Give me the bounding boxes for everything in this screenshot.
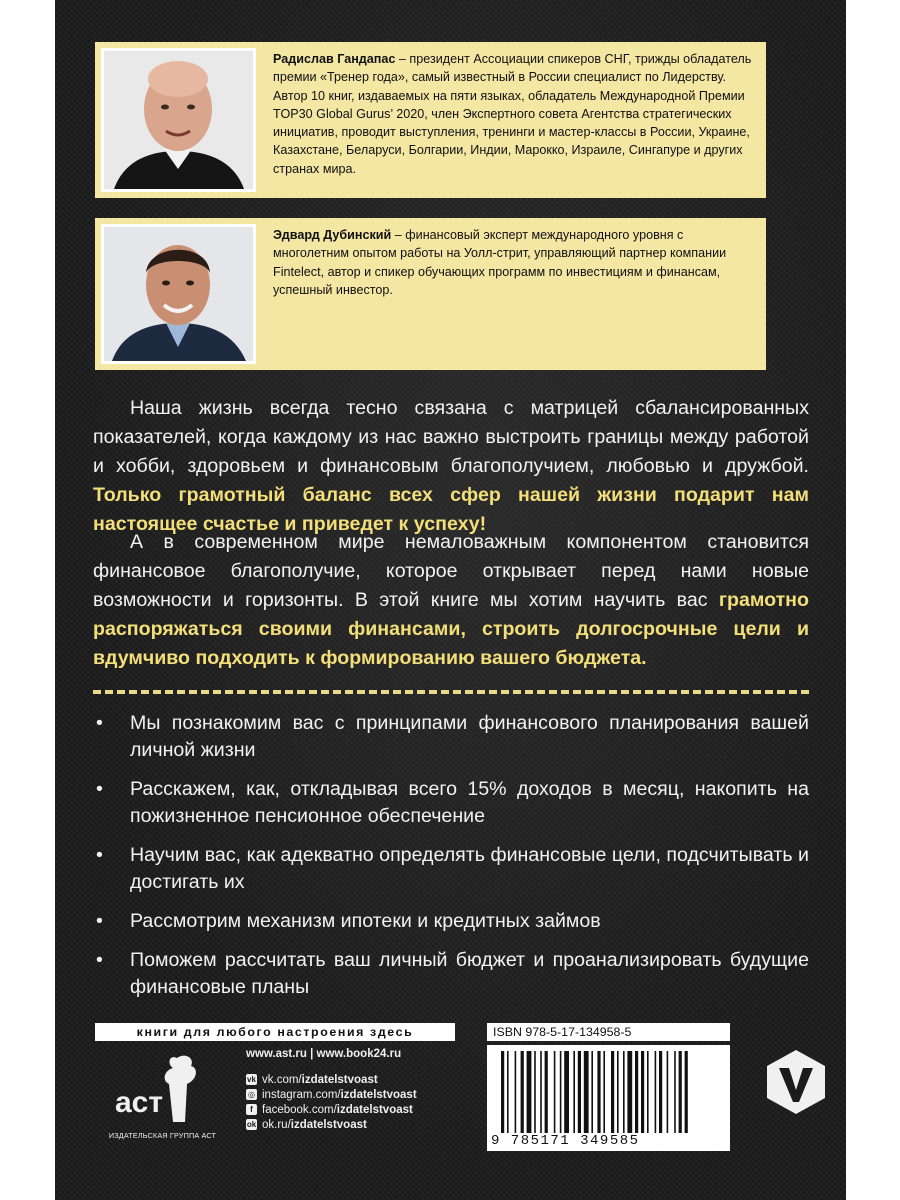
intro-paragraph-1 [93, 394, 809, 539]
bullet-icon: • [96, 910, 103, 932]
list-item [93, 947, 809, 1001]
barcode-bar [641, 1051, 644, 1133]
instagram-icon: ◎ [246, 1089, 257, 1100]
social-link-instagram[interactable]: ◎ instagram.com/ izdatelstvoast [248, 1088, 417, 1101]
barcode-bar [591, 1051, 593, 1133]
barcode-bar [674, 1051, 676, 1133]
intro-highlight: Только грамотный баланс всех сфер нашей жизни подарит нам настоящее счастье и приведет к успеху! [93, 484, 809, 535]
barcode-bar [584, 1051, 589, 1133]
bullet-icon: • [96, 844, 103, 866]
dashed-divider [93, 690, 809, 694]
barcode-bar [685, 1051, 688, 1133]
barcode-bar [655, 1051, 657, 1133]
bullet-icon: • [96, 712, 103, 734]
list-item-text: Научим вас, как адекватно определять финансовые цели, подсчитывать и достигать их [130, 844, 809, 893]
list-item [93, 776, 809, 830]
back-cover [55, 0, 846, 1200]
social-link-odnoklassniki[interactable]: ok ok.ru/ izdatelstvoast [246, 1118, 367, 1131]
barcode [487, 1045, 730, 1135]
barcode-bars [501, 1051, 716, 1133]
barcode-digits: 9 785171 349585 [487, 1133, 730, 1151]
barcode-bar [507, 1051, 509, 1133]
list-item-text: Поможем рассчитать ваш личный бюджет и проанализировать будущие финансовые планы [130, 949, 809, 998]
author-bio-text: – президент Ассоциации спикеров СНГ, трижды обладатель премии «Тренер года», самый известный в России специалист по Лидерству. Автор 10 книг, издаваемых на пяти языках, обладатель Международной Премии TOP30 Global Gurus’ 2020, член Экспертного совета Агентства стратегических инициатив, проводит выступления, тренинги и мастер-классы в России, Украине, Казахстане, Беларуси, Болгарии, Индии, Марокко, Израиле, Сингапуре и других странах мира. [273, 52, 752, 176]
barcode-bar [623, 1051, 625, 1133]
list-item-text: Рассмотрим механизм ипотеки и кредитных займов [130, 910, 601, 932]
barcode-bar [554, 1051, 556, 1133]
barcode-bar [603, 1051, 605, 1133]
facebook-icon: f [246, 1104, 257, 1115]
barcode-bar [545, 1051, 548, 1133]
vk-icon: vk [247, 1075, 256, 1084]
barcode-bar [527, 1051, 532, 1133]
publisher-name: ИЗДАТЕЛЬСКАЯ ГРУППА АСТ [108, 1131, 217, 1140]
slogan-banner: книги для любого настроения здесь [95, 1023, 455, 1041]
intro-text: Наша жизнь всегда тесно связана с матрицей сбалансированных показателей, когда каждому из нас важно выстроить границы между работой и хобби, здоровьем и финансовым благополучием, любовью и дружбой. [93, 397, 809, 477]
barcode-bar [611, 1051, 614, 1133]
bullet-icon: • [96, 949, 103, 971]
author-bio-gandapas [273, 50, 752, 178]
list-item [93, 710, 809, 764]
author-bio-text: – финансовый эксперт международного уровня с многолетним опытом работы на Уолл-стрит, управляющий партнер компании Fintelect, автор и спикер обучающих программ по инвестициям и финансам, успешный инвестор. [273, 228, 727, 297]
barcode-bar [540, 1051, 542, 1133]
bullet-icon: • [96, 778, 103, 800]
isbn-label: ISBN 978-5-17-134958-5 [487, 1023, 730, 1041]
barcode-bar [573, 1051, 575, 1133]
barcode-bar [501, 1051, 504, 1133]
barcode-bar [627, 1051, 632, 1133]
author-name: Радислав Гандапас [273, 52, 396, 66]
barcode-bar [597, 1051, 600, 1133]
ast-logo-text: аст [115, 1086, 164, 1119]
odnoklassniki-icon: ok [246, 1120, 257, 1129]
social-links [246, 1072, 417, 1132]
list-item-text: Мы познакомим вас с принципами финансового планирования вашей личной жизни [130, 712, 809, 761]
list-item [93, 842, 809, 896]
barcode-bar [667, 1051, 669, 1133]
barcode-bar [515, 1051, 517, 1133]
list-item-text: Расскажем, как, откладывая всего 15% доходов в месяц, накопить на пожизненное пенсионное обеспечение [130, 778, 809, 827]
v-publisher-icon [765, 1048, 827, 1116]
barcode-bar [679, 1051, 682, 1133]
intro-highlight: грамотно распоряжаться своими финансами, строить долгосрочные цели и вдумчиво подходить к формированию вашего бюджета. [93, 589, 809, 669]
intro-text: А в современном мире немаловажным компонентом становится финансовое благополучие, которое открывает перед нами новые возможности и горизонты. В этой книге мы хотим научить вас [93, 531, 809, 611]
social-link-vk[interactable]: vk vk.com/ izdatelstvoast [247, 1073, 378, 1086]
social-link-facebook[interactable]: f facebook.com/ izdatelstvoast [246, 1102, 417, 1117]
barcode-bar [560, 1051, 562, 1133]
list-item [93, 908, 809, 935]
barcode-bar [564, 1051, 569, 1133]
author-bio-dubinsky [273, 226, 752, 299]
barcode-bar [534, 1051, 536, 1133]
barcode-bar [647, 1051, 649, 1133]
intro-paragraph-2 [93, 528, 809, 673]
barcode-bar [578, 1051, 581, 1133]
author-photo-gandapas [101, 48, 256, 192]
author-box-dubinsky [95, 218, 766, 370]
author-name: Эдвард Дубинский [273, 228, 392, 242]
benefits-list [93, 710, 809, 1013]
barcode-bar [659, 1051, 662, 1133]
author-box-gandapas [95, 42, 766, 198]
publisher-websites[interactable]: www.ast.ru | www.book24.ru [246, 1048, 402, 1060]
barcode-bar [521, 1051, 524, 1133]
barcode-bar [617, 1051, 619, 1133]
author-photo-dubinsky [101, 224, 256, 364]
barcode-bar [635, 1051, 638, 1133]
